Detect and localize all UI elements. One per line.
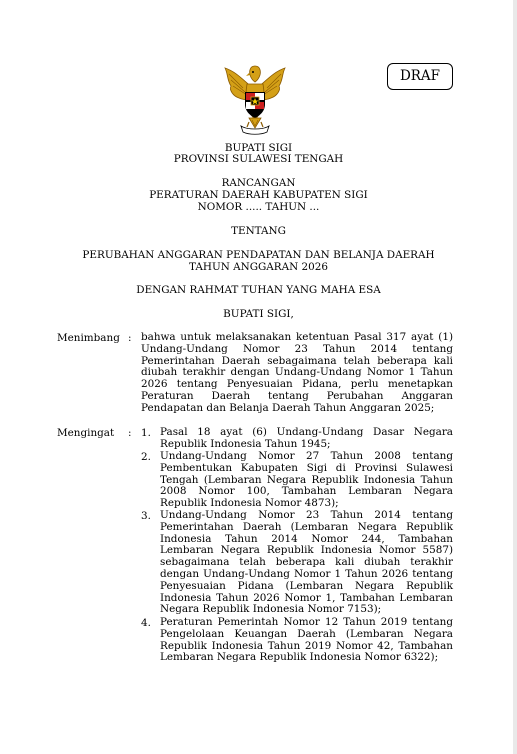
considering-text: bahwa untuk melaksanakan ketentuan Pasal 317 ayat (1) Undang-Undang Nomor 23 Tahun 2014 tentang Pemerintahan Daerah sebagaimana telah beberapa kali diubah terakhir dengan Undang-Undang Nomor 1 Tahun 2026 tentang Penyesuaian Pidana, perlu menetapkan Peraturan Daerah tentang Perubahan Anggaran Pendapatan dan Belanja Daerah Tahun Anggaran 2025; [141,331,453,414]
subject-line-2: TAHUN ANGGARAN 2026 [189,261,328,273]
recalling-item: Peraturan Pemerintah Nomor 12 Tahun 2019 tentang Pengelolaan Keuangan Daerah (Lembaran Negara Republik Indonesia Tahun 2019 Nomor 42, Tambahan Lembaran Negara Republik Indonesia Nomor 6322); [160,616,453,664]
considering-colon: : [128,332,132,344]
draft-label: RANCANGAN [221,177,296,189]
recalling-item-number: 1. [141,427,151,439]
regulation-number: NOMOR ..... TAHUN ... [197,201,320,213]
province-title: PROVINSI SULAWESI TENGAH [173,153,344,165]
recalling-item-number: 2. [141,451,151,463]
grace-statement: DENGAN RAHMAT TUHAN YANG MAHA ESA [136,284,381,296]
garuda-emblem-icon [219,62,291,136]
recalling-colon: : [128,427,132,439]
subject-line-1: PERUBAHAN ANGGARAN PENDAPATAN DAN BELANJA DAERAH [82,249,435,261]
regent-signatory: BUPATI SIGI, [223,308,294,320]
considering-label: Menimbang [57,332,120,344]
page-edge-shadow [513,0,517,754]
recalling-item: Undang-Undang Nomor 23 Tahun 2014 tentang Pemerintahan Daerah (Lembaran Negara Republik Indonesia Tahun 2014 Nomor 244, Tambahan Lembaran Negara Republik Indonesia Nomor 5587) sebagaimana telah beberapa kali diubah terakhir dengan Undang-Undang Nomor 1 Tahun 2026 tentang Penyesuaian Pidana (Lembaran Negara Republik Indonesia Tahun 2026 Nomor 1, Tambahan Lembaran Negara Republik Indonesia Nomor 7153); [160,509,453,616]
recalling-item-number: 4. [141,617,151,629]
regulation-title: PERATURAN DAERAH KABUPATEN SIGI [149,189,368,201]
recalling-label: Mengingat [57,427,115,439]
regent-title: BUPATI SIGI [224,142,293,154]
recalling-item: Pasal 18 ayat (6) Undang-Undang Dasar Negara Republik Indonesia Tahun 1945; [160,426,453,450]
recalling-item: Undang-Undang Nomor 27 Tahun 2008 tentang Pembentukan Kabupaten Sigi di Provinsi Sulawesi Tengah (Lembaran Negara Republik Indonesia Tahun 2008 Nomor 100, Tambahan Lembaran Negara Republik Indonesia Nomor 4873); [160,450,453,510]
draft-stamp: DRAF [387,63,453,90]
recalling-item-number: 3. [141,510,151,522]
about-heading: TENTANG [231,225,286,237]
